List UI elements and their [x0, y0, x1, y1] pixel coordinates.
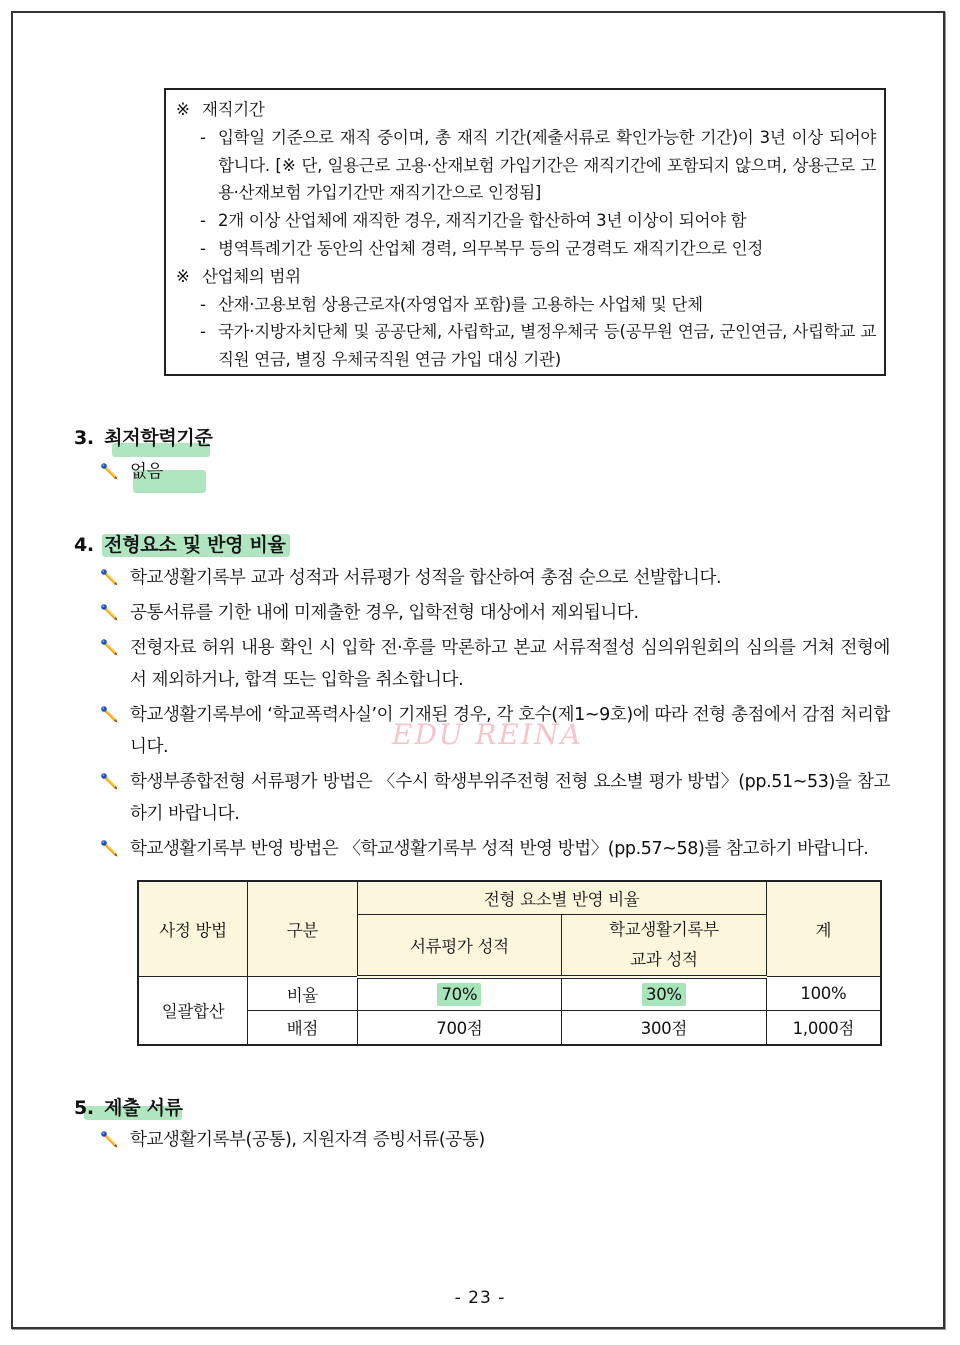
- header-school-record: [562, 914, 767, 977]
- highlighted-value: 70%: [437, 983, 481, 1006]
- note-heading-industry-scope: [176, 263, 876, 291]
- pencil-icon: [100, 833, 130, 865]
- reference-mark-icon: ※: [176, 100, 190, 119]
- table-row: [138, 1011, 881, 1045]
- header-total: 계: [766, 881, 881, 977]
- section-4-bullets: [100, 562, 890, 868]
- section-title: 최저학력기준: [104, 427, 213, 449]
- bullet-text: 학교생활기록부 교과 성적과 서류평가 성적을 합산하여 총점 순으로 선발합니다.: [130, 568, 722, 588]
- bullet-text: 학교생활기록부에 ‘학교폭력사실’이 기재된 경우, 각 호수(제1~9호)에 따라 전형 총점에서 감점 처리합니다.: [130, 705, 890, 757]
- header-category: 구분: [248, 881, 358, 977]
- header-school-record-text: 학교생활기록부 교과 성적: [609, 919, 719, 969]
- note-heading-tenure: [176, 96, 876, 124]
- section-5-heading: [74, 1093, 183, 1120]
- pencil-icon: [100, 456, 130, 488]
- pencil-icon: [100, 562, 130, 594]
- section-3-bullets: [100, 456, 890, 491]
- cell-method: 일괄합산: [138, 977, 248, 1045]
- section-number: 4.: [74, 534, 94, 556]
- note-heading-text: 산업체의 범위: [202, 266, 301, 286]
- bullet-text: 학생부종합전형 서류평가 방법은 〈수시 학생부위주전형 전형 요소별 평가 방법〉(pp.51~53)을 참고하기 바랍니다.: [130, 772, 890, 824]
- note-item-text: 국가·지방자치단체 및 공공단체, 사립학교, 별정우체국 등(공무원 연금, 군인연금, 사립학교 교직원 연금, 별징 우체국직원 연금 가입 대싱 기관): [218, 322, 876, 370]
- table-header-row: [138, 881, 881, 914]
- page-number: - 23 -: [454, 1288, 506, 1308]
- section-title: 제출 서류: [104, 1097, 183, 1119]
- note-item: [176, 235, 876, 263]
- note-item-text: 2개 이상 산업체에 재직한 경우, 재직기간을 합산하여 3년 이상이 되어야 함: [218, 211, 747, 231]
- highlighted-value: 30%: [642, 983, 686, 1006]
- bullet-item: [100, 699, 890, 763]
- pencil-icon: [100, 632, 130, 696]
- bullet-item: [100, 766, 890, 830]
- section-number: 3.: [74, 427, 94, 449]
- pencil-icon: [100, 699, 130, 763]
- table-row: [138, 977, 881, 1011]
- section-3-heading: [74, 423, 213, 450]
- bullet-item: [100, 833, 890, 865]
- bullet-text: 없음: [130, 462, 164, 482]
- bullet-item: [100, 597, 890, 629]
- note-heading-text: 재직기간: [202, 100, 265, 119]
- pencil-icon: [100, 766, 130, 830]
- selection-ratio-table: [137, 880, 882, 1046]
- bullet-item: [100, 1124, 890, 1156]
- bullet-text: 학교생활기록부 반영 방법은 〈학교생활기록부 성적 반영 방법〉(pp.57~58)를 참고하기 바랍니다.: [130, 839, 869, 859]
- bullet-item: [100, 456, 890, 488]
- dash-marker: -: [200, 127, 206, 147]
- note-item-text: 병역특례기간 동안의 산업체 경력, 의무복무 등의 군경력도 재직기간으로 인정: [218, 238, 763, 258]
- pencil-icon: [100, 1124, 130, 1156]
- section-number: 5.: [74, 1097, 94, 1119]
- dash-marker: -: [200, 211, 206, 231]
- section-4-heading: [74, 530, 290, 557]
- header-doc-eval: 서류평가 성적: [357, 914, 561, 977]
- note-item-text: 산재·고용보험 상용근로자(자영업자 포함)를 고용하는 사업체 및 단체: [218, 294, 703, 314]
- note-item: [176, 291, 876, 319]
- dash-marker: -: [200, 322, 206, 342]
- watermark: EDU REINA: [392, 718, 583, 751]
- cell-total: 100%: [766, 977, 881, 1011]
- bullet-text: 전형자료 허위 내용 확인 시 입학 전·후를 막론하고 본교 서류적절성 심의위원회의 심의를 거쳐 전형에서 제외하거나, 합격 또는 입학을 취소합니다.: [130, 638, 890, 690]
- bullet-text: 공통서류를 기한 내에 미제출한 경우, 입학전형 대상에서 제외됩니다.: [130, 603, 639, 623]
- note-item: [176, 207, 876, 235]
- cell-doc-eval: [357, 977, 561, 1011]
- cell-total: 1,000점: [766, 1011, 881, 1045]
- cell-doc-eval: 700점: [357, 1011, 561, 1045]
- reference-mark-icon: ※: [176, 266, 190, 286]
- cell-school-record: 300점: [562, 1011, 767, 1045]
- dash-marker: -: [200, 238, 206, 258]
- cell-school-record: [562, 977, 767, 1011]
- bullet-text: 학교생활기록부(공통), 지원자격 증빙서류(공통): [130, 1130, 485, 1150]
- cell-label: 배점: [248, 1011, 358, 1045]
- section-title: 전형요소 및 반영 비율: [102, 534, 289, 557]
- cell-label: 비율: [248, 977, 358, 1011]
- note-box: [164, 88, 886, 376]
- bullet-item: [100, 562, 890, 594]
- note-item-text: 입학일 기준으로 재직 중이며, 총 재직 기간(제출서류로 확인가능한 기간)이 3년 이상 되어야 합니다. [※ 단, 일용근로 고용·산재보험 가입기간은 재직기간에 포함되지 않으며, 상용근로 고용·산재보험 가입기간만 재직기간으로 인정됨]: [218, 127, 876, 203]
- header-method: 사정 방법: [138, 881, 248, 977]
- dash-marker: -: [200, 294, 206, 314]
- note-item: [176, 318, 876, 374]
- header-ratio-group: 전형 요소별 반영 비율: [357, 881, 766, 914]
- section-5-bullets: [100, 1124, 890, 1159]
- note-item: [176, 124, 876, 207]
- bullet-item: [100, 632, 890, 696]
- pencil-icon: [100, 597, 130, 629]
